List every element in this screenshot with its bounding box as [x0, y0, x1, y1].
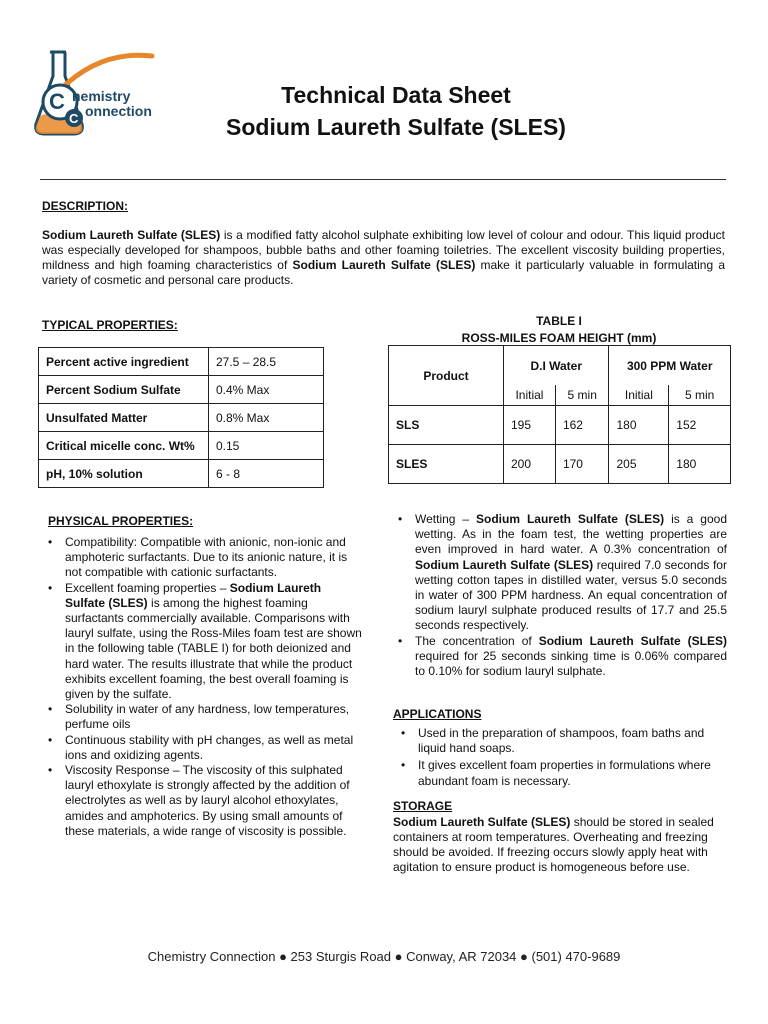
footer-contact: Chemistry Connection ● 253 Sturgis Road ● Conway, AR 72034 ● (501) 470-9689	[147, 949, 621, 964]
typical-properties-table	[38, 347, 324, 488]
list-item: • It gives excellent foam properties in formulations where abundant foam is necessary.	[394, 758, 726, 788]
applications-list	[394, 726, 726, 791]
product-name: Sodium Laureth Sulfate (SLES)	[42, 228, 221, 242]
table-row: Critical micelle conc. Wt% 0.15	[39, 432, 324, 460]
description-heading: DESCRIPTION:	[42, 199, 129, 213]
ppm-water-header: 300 PPM Water	[609, 346, 731, 386]
page-subtitle: Sodium Laureth Sulfate (SLES)	[226, 114, 566, 140]
wetting-list	[391, 512, 727, 679]
company-logo	[30, 46, 170, 142]
list-item: • The concentration of Sodium Laureth Sulfate (SLES) required for 25 seconds sinking time is 0.06% compared to 0.10% for sodium lauryl sulphate.	[391, 634, 727, 680]
table-row: pH, 10% solution 6 - 8	[39, 460, 324, 488]
applications-heading: APPLICATIONS	[393, 707, 482, 721]
di-water-header: D.I Water	[504, 346, 609, 386]
list-item: • Continuous stability with pH changes, as well as metal ions and oxidizing agents.	[41, 733, 364, 763]
list-item: • Wetting – Sodium Laureth Sulfate (SLES) is a good wetting. As in the foam test, the wetting properties are even improved in hard water. A 0.3% concentration of Sodium Laureth Sulfate (SLES) required 7.0 seconds for wetting cotton tapes in distilled water, versus 5.0 seconds in water of 300 PPM hardness. An equal concentration of sodium lauryl sulphate produced results of 17.7 and 25.5 seconds respectively.	[391, 512, 727, 634]
description-body: Sodium Laureth Sulfate (SLES) is a modified fatty alcohol sulphate exhibiting low level of colour and odour. This liquid product was especially developed for shampoos, bubble baths and other foaming toiletries. The excellent viscosity building properties, mildness and high foaming characteristics of Sodium Laureth Sulfate (SLES) make it particularly valuable in formulating a variety of cosmetic and personal care products.	[42, 228, 725, 287]
physical-properties-list	[41, 535, 364, 839]
table1-subtitle: ROSS-MILES FOAM HEIGHT (mm)	[461, 331, 657, 345]
list-item: • Excellent foaming properties – Sodium Laureth Sulfate (SLES) is among the highest foaming surfactants commercially available. Comparisons with lauryl sulfate, using the Ross-Miles foam test are shown in the following table (TABLE I) for both deionized and hard water. The results illustrate that while the product exhibits excellent foaming, the best overall foaming is given by the sulfate.	[41, 581, 364, 703]
table-row: Percent Sodium Sulfate 0.4% Max	[39, 376, 324, 404]
product-header: Product	[389, 346, 504, 406]
storage-body: Sodium Laureth Sulfate (SLES) should be stored in sealed containers at room temperatures. Overheating and freezing should be avoided. If freezing occurs slowly apply heat with agitation to ensure product is homogeneous before use.	[393, 815, 714, 874]
svg-text:onnection: onnection	[85, 103, 152, 119]
list-item: • Compatibility: Compatible with anionic, non-ionic and amphoteric surfactants. Due to its anionic nature, it is not compatible with cationic surfactants.	[41, 535, 364, 581]
header-divider	[40, 179, 726, 180]
table-row: SLES 200 170 205 180	[389, 445, 731, 484]
list-item: • Viscosity Response – The viscosity of this sulphated lauryl ethoxylate is strongly affected by the addition of electrolytes as well as by lauryl alcohol ethoxylates, amides and amphoterics. By using small amounts of these materials, a wide range of viscosity is possible.	[41, 763, 364, 839]
foam-height-table: Product D.I Water 300 PPM Water Initial 5 min Initial 5 min SLS 195 162 180 152 SLES 200 170 205 180	[388, 345, 731, 484]
list-item: • Solubility in water of any hardness, low temperatures, perfume oils	[41, 702, 364, 732]
orange-swoosh	[60, 55, 152, 90]
product-name: Sodium Laureth Sulfate (SLES)	[292, 258, 476, 272]
svg-text:C: C	[49, 89, 65, 114]
physical-properties-heading: PHYSICAL PROPERTIES:	[48, 514, 194, 528]
table-row: Percent active ingredient 27.5 – 28.5	[39, 348, 324, 376]
typical-properties-heading: TYPICAL PROPERTIES:	[42, 318, 178, 332]
page-title: Technical Data Sheet	[281, 82, 511, 108]
svg-text:hemistry: hemistry	[72, 88, 131, 104]
svg-text:C: C	[69, 111, 79, 126]
list-item: • Used in the preparation of shampoos, foam baths and liquid hand soaps.	[394, 726, 726, 756]
table-row: Unsulfated Matter 0.8% Max	[39, 404, 324, 432]
table1-title: TABLE I	[536, 314, 582, 328]
table-row: SLS 195 162 180 152	[389, 406, 731, 445]
storage-heading: STORAGE	[393, 799, 453, 813]
